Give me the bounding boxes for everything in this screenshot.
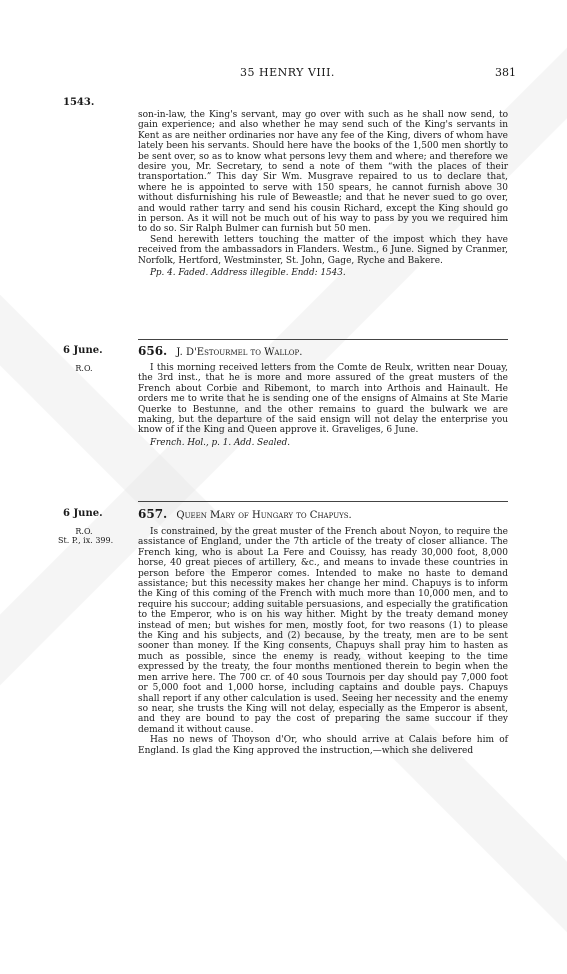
paragraph: Is constrained, by the great muster of the French about Noyon, to require the assistance of England, under the 7th article of the treaty of closer alliance. The French king, who is about La Fere and Couissy, has ready 30,000 foot, 8,000 horse, 40 great pieces of artillery, &c., and means to invade these countries in person before the Emperor comes. Intended to make no haste to demand assistance; but this necessity makes her change her mind. Chapuys is to inform the King of this coming of the French with much more than 10,000 men, and to require his succour; adding suitable persuasions, and especially the gratification to the Emperor, who is on his way hither. Might by the treaty demand money instead of men; but wishes for men, mostly foot, for two reasons (1) to please the King and his subjects, and (2) because, by the treaty, men are to be sent sooner than money. If the King consents, Chapuys shall pray him to hasten as much as possible, since the enemy is ready, without keeping to the time expressed by the treaty, the four months mentioned therein to begin when the men arrive here. The 700 cr. of 40 sous Tournois per day should pay 7,000 foot or 5,000 foot and 1,000 horse, including captains and double pays. Chapuys shall report if any other calculation is used. Seeing her necessity and the enemy so near, she trusts the King will not delay, especially as the Emperor is absent, and they are bound to pay the cost of preparing the same succour if they demand it without cause.: [138, 527, 508, 735]
margin-year: 1543.: [63, 97, 95, 108]
paragraph: Has no news of Thoyson d'Or, who should arrive at Calais before him of England. Is glad the King approved the instruction,—which she delivered: [138, 735, 508, 756]
source-reference: R.O.: [75, 364, 93, 373]
entry-heading: [138, 507, 352, 521]
entry-number: 657.: [138, 507, 168, 521]
running-title: 35 HENRY VIII.: [240, 66, 335, 79]
entry-text: [138, 363, 508, 448]
page-number: 381: [495, 66, 516, 79]
entry-title: Queen Mary of Hungary to Chapuys.: [176, 510, 352, 521]
paragraph: I this morning received letters from the Comte de Reulx, written near Douay, the 3rd inst., that he is more and more assured of the great musters of the French about Corbie and Ribemont, to march into Arthois and Hainault. He orders me to write that he is sending one of the ensigns of Almains at Ste Marie Querke to Bestunne, and the other remains to guard the bulwark we are making, but the departure of the said ensign will not delay the enterprise you know of if the King and Queen approve it. Graveliges, 6 June.: [138, 363, 508, 436]
source-reference: St. P., ix. 399.: [58, 536, 114, 545]
continuation-text: [138, 110, 508, 279]
footnote: Pp. 4. Faded. Address illegible. Endd: 1543.: [150, 268, 346, 279]
entry-number: 656.: [138, 344, 168, 358]
footnote: French. Hol., p. 1. Add. Sealed.: [150, 437, 291, 448]
entry-date: 6 June.: [63, 345, 103, 356]
entry-text: [138, 527, 508, 756]
divider: [138, 501, 508, 502]
paragraph: son-in-law, the King's servant, may go over with such as he shall now send, to gain experience; and also whether he may send such of the King's servants in Kent as are neither ordinaries nor have any fee of the King, divers of whom have lately been his servants. Should here have the books of the 1,500 men shortly to be sent over, so as to know what persons levy them and where; and therefore we desire you, Mr. Secretary, to send a note of them “with the places of their transportation.” This day Sir Wm. Musgrave repaired to us to declare that, where he is appointed to serve with 150 spears, he cannot furnish above 30 without disfurnishing his rule of Beweastle; and that he never sued to go over, and would rather tarry and send his cousin Richard, except the King should go in person. As it will not be much out of his way to pass by you we required him to do so. Sir Ralph Bulmer can furnish but 50 men.: [138, 110, 508, 235]
divider: [138, 339, 508, 340]
entry-date: 6 June.: [63, 508, 103, 519]
source-reference: R.O.: [75, 527, 93, 536]
paragraph: Send herewith letters touching the matter of the impost which they have received from the ambassadors in Flanders. Westm., 6 June. Signed by Cranmer, Norfolk, Hertford, Westminster, St. John, Gage, Ryche and Bakere.: [138, 234, 508, 266]
entry-title: J. D'Estourmel to Wallop.: [176, 347, 303, 358]
entry-heading: [138, 344, 302, 358]
